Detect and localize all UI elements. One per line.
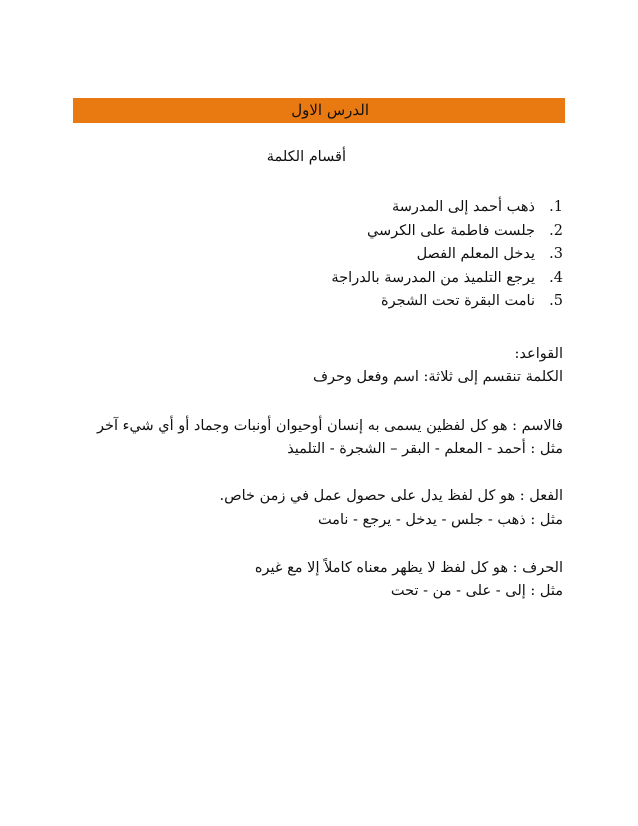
list-item xyxy=(331,243,563,267)
lesson-title: الدرس الاول xyxy=(291,101,369,119)
list-number: 5. xyxy=(549,293,563,309)
list-item xyxy=(331,290,563,314)
rules-heading: القواعد: xyxy=(514,346,563,362)
noun-example: مثل : أحمد - المعلم - البقر – الشجرة - التلميذ xyxy=(287,441,563,457)
subtitle: أقسام الكلمة xyxy=(266,149,346,165)
list-text: نامت البقرة تحت الشجرة xyxy=(380,293,535,309)
verb-example: مثل : ذهب - جلس - يدخل - يرجع - نامت xyxy=(317,512,563,528)
verb-definition: الفعل : هو كل لفظ يدل على حصول عمل في زمن خاص. xyxy=(219,488,563,504)
list-text: جلست فاطمة على الكرسي xyxy=(366,222,535,239)
list-item xyxy=(331,196,563,220)
noun-definition: فالاسم : هو كل لفظين يسمى به إنسان أوحيوان أونبات وجماد أو أي شيء آخر xyxy=(97,418,563,434)
list-number: 3. xyxy=(549,246,563,262)
list-item xyxy=(331,267,563,291)
list-number: 4. xyxy=(549,269,563,286)
particle-example: مثل : إلى - على - من - تحت xyxy=(390,583,563,599)
particle-definition: الحرف : هو كل لفظ لا يظهر معناه كاملاً إلا مع غيره xyxy=(254,560,563,576)
list-item xyxy=(331,220,563,244)
rules-intro: الكلمة تنقسم إلى ثلاثة: اسم وفعل وحرف xyxy=(312,369,563,385)
examples-list xyxy=(331,196,563,314)
list-number: 1. xyxy=(549,199,563,215)
lesson-title-banner xyxy=(73,98,565,123)
list-text: يدخل المعلم الفصل xyxy=(416,246,535,262)
list-number: 2. xyxy=(549,222,563,239)
list-text: يرجع التلميذ من المدرسة بالدراجة xyxy=(331,269,535,286)
list-text: ذهب أحمد إلى المدرسة xyxy=(391,199,535,215)
